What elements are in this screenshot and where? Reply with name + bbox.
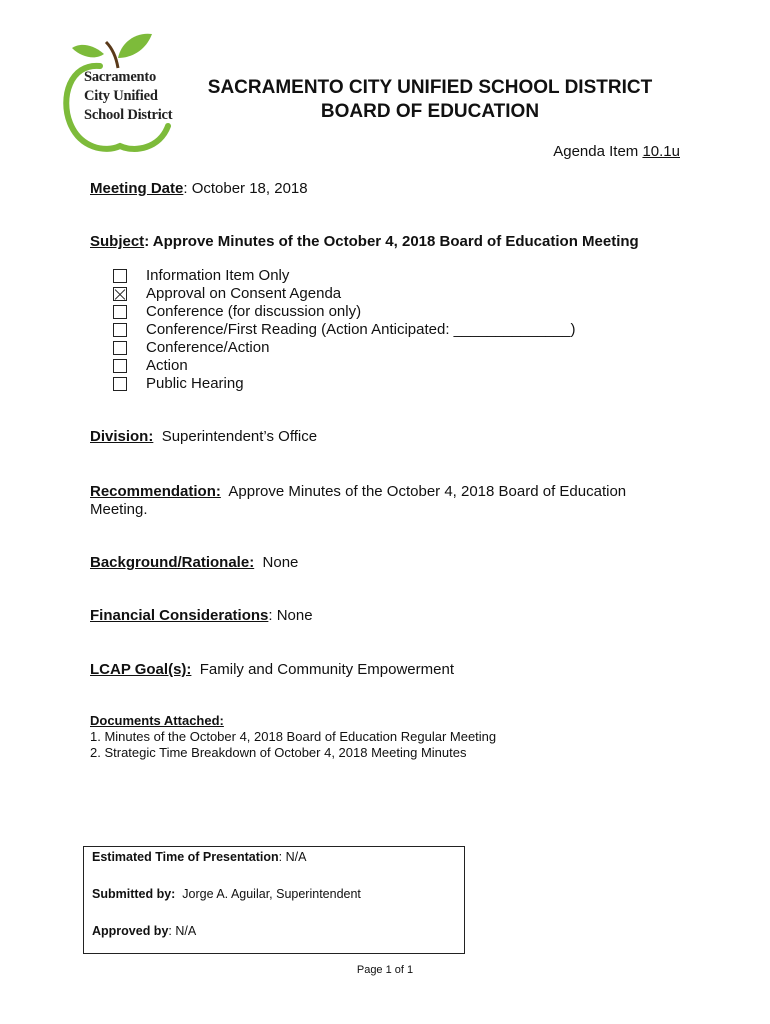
division	[90, 428, 317, 446]
submitted-by-label: Submitted by:	[92, 887, 176, 901]
checklist-label: Conference (for discussion only)	[146, 303, 362, 320]
financial-value: : None	[268, 607, 313, 624]
checkbox[interactable]	[113, 269, 127, 283]
documents-attached	[90, 713, 496, 761]
subject-label: Subject	[90, 233, 145, 250]
recommendation-value: Approve Minutes of the October 4, 2018 Board of Education	[228, 483, 627, 500]
checklist-row	[113, 285, 575, 303]
checklist-label: Conference/First Reading (Action Anticipated: ______________)	[146, 321, 576, 338]
logo-line-2: City Unified	[84, 88, 158, 104]
logo-line-3: School District	[84, 107, 173, 123]
checklist-label: Conference/Action	[146, 339, 270, 356]
estimated-time-value: : N/A	[278, 850, 307, 864]
checklist-label: Information Item Only	[146, 267, 290, 284]
checklist-row	[113, 267, 575, 285]
approved-by-label: Approved by	[92, 924, 169, 938]
meeting-date-value: : October 18, 2018	[183, 180, 308, 197]
agenda-number: 10.1u	[642, 143, 680, 160]
recommendation-label: Recommendation:	[90, 483, 221, 500]
district-title: SACRAMENTO CITY UNIFIED SCHOOL DISTRICT	[207, 77, 653, 98]
financial-label: Financial Considerations	[90, 607, 269, 624]
checkbox[interactable]	[113, 341, 127, 355]
estimated-time	[92, 850, 306, 864]
checkbox[interactable]	[113, 305, 127, 319]
approved-by-value: : N/A	[168, 924, 197, 938]
checkbox-checked[interactable]	[113, 287, 127, 301]
division-value: Superintendent’s Office	[161, 428, 318, 445]
checklist-row	[113, 303, 575, 321]
presentation-info-box	[83, 846, 465, 954]
lcap-value: Family and Community Empowerment	[199, 661, 454, 678]
division-label: Division:	[90, 428, 154, 445]
checklist-row	[113, 321, 575, 339]
lcap-goals	[90, 661, 454, 679]
checklist-label: Public Hearing	[146, 375, 244, 392]
submitted-by-value: Jorge A. Aguilar, Superintendent	[182, 887, 361, 901]
agenda-label: Agenda Item	[553, 143, 643, 160]
lcap-label: LCAP Goal(s):	[90, 661, 192, 678]
checklist-row	[113, 357, 575, 375]
documents-heading: Documents Attached:	[90, 713, 224, 728]
page-number: Page 1 of 1	[356, 964, 414, 976]
checklist-label: Approval on Consent Agenda	[146, 285, 342, 302]
recommendation-value-cont: Meeting.	[90, 501, 148, 518]
document-item: 1. Minutes of the October 4, 2018 Board of Education Regular Meeting	[90, 729, 497, 744]
checklist-row	[113, 339, 575, 357]
document-item: 2. Strategic Time Breakdown of October 4, 2018 Meeting Minutes	[90, 745, 467, 760]
meeting-date-label: Meeting Date	[90, 180, 184, 197]
subject-value: : Approve Minutes of the October 4, 2018 Board of Education Meeting	[144, 233, 639, 250]
background-label: Background/Rationale:	[90, 554, 255, 571]
checklist-label: Action	[146, 357, 188, 374]
checkbox[interactable]	[113, 377, 127, 391]
subject	[90, 233, 639, 251]
recommendation	[90, 483, 690, 519]
logo-line-1: Sacramento	[84, 69, 157, 85]
background-value: None	[262, 554, 299, 571]
meeting-date	[90, 180, 308, 198]
checkbox[interactable]	[113, 323, 127, 337]
estimated-time-label: Estimated Time of Presentation	[92, 850, 279, 864]
checkbox[interactable]	[113, 359, 127, 373]
agenda-item	[553, 143, 680, 160]
financial-considerations	[90, 607, 313, 625]
background-rationale	[90, 554, 298, 572]
submitted-by	[92, 887, 361, 901]
agenda-type-checklist	[113, 267, 575, 393]
approved-by	[92, 924, 196, 938]
board-title: BOARD OF EDUCATION	[320, 101, 540, 122]
checklist-row	[113, 375, 575, 393]
